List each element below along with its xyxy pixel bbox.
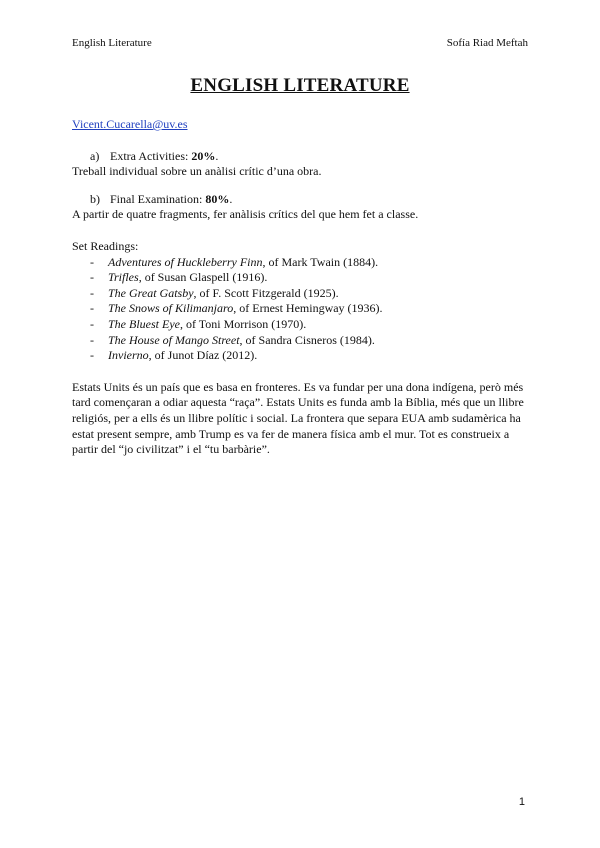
dash-bullet: - [90, 301, 94, 316]
book-title: The Great Gatsby [108, 285, 194, 300]
evaluation-item-a [72, 149, 528, 165]
evaluation-label: Extra Activities: [110, 148, 189, 163]
reading-item [72, 333, 528, 349]
dash-bullet: - [90, 332, 94, 347]
dash-bullet: - [90, 270, 94, 285]
list-marker: b) [90, 191, 100, 206]
evaluation-description: A partir de quatre fragments, fer anàlisis crítics del que hem fet a classe. [72, 207, 419, 222]
reading-item [72, 286, 528, 302]
evaluation-item-b [72, 192, 528, 208]
dash-bullet: - [90, 316, 94, 331]
book-author: , of Toni Morrison (1970). [179, 316, 307, 331]
punctuation: . [229, 191, 233, 206]
book-title: Invierno [108, 348, 149, 363]
reading-item [72, 270, 528, 286]
evaluation-percentage: 80% [205, 191, 230, 206]
evaluation-percentage: 20% [191, 148, 216, 163]
book-title: Adventures of Huckleberry Finn [108, 254, 263, 269]
body-paragraph: Estats Units és un país que es basa en fronteres. Es va fundar per una dona indígena, però més tard començaran a odiar aquesta “raça”. Estats Units es funda amb la Bíblia, més que un llibre religiós, per a ells és un llibre polític i social. La frontera que separa EUA amb sudamèrica ha estat present sempre, amb Trump es va fer de manera física amb el mur. Tot es construeix a partir del “jo civilitzat” i el “tu barbàrie”. [72, 379, 524, 457]
book-author: , of Susan Glaspell (1916). [138, 270, 268, 285]
reading-item [72, 255, 528, 271]
book-title: The Snows of Kilimanjaro [108, 301, 234, 316]
reading-item [72, 348, 528, 364]
dash-bullet: - [90, 254, 94, 269]
book-author: , of F. Scott Fitzgerald (1925). [193, 285, 339, 300]
evaluation-description: Treball individual sobre un anàlisi crític d’una obra. [72, 164, 322, 179]
running-header-left: English Literature [72, 37, 152, 49]
dash-bullet: - [90, 285, 94, 300]
spacer [72, 364, 528, 380]
spacer [72, 133, 528, 149]
reading-item [72, 301, 528, 317]
set-readings-heading: Set Readings: [72, 238, 139, 253]
book-title: Trifles [108, 270, 139, 285]
punctuation: . [215, 148, 219, 163]
email-link[interactable]: Vicent.Cucarella@uv.es [72, 117, 188, 131]
dash-bullet: - [90, 348, 94, 363]
book-title: The House of Mango Street [108, 332, 240, 347]
book-author: , of Junot Díaz (2012). [148, 348, 258, 363]
document-title: ENGLISH LITERATURE [190, 75, 410, 96]
running-header-right: Sofía Riad Meftah [446, 37, 528, 49]
list-marker: a) [90, 148, 100, 163]
document-body [72, 117, 528, 458]
page-number: 1 [518, 796, 525, 808]
spacer [72, 223, 528, 239]
book-author: , of Sandra Cisneros (1984). [239, 332, 375, 347]
set-readings-list [72, 255, 528, 364]
book-author: , of Mark Twain (1884). [262, 254, 379, 269]
book-author: , of Ernest Hemingway (1936). [233, 301, 383, 316]
spacer [72, 180, 528, 192]
book-title: The Bluest Eye [108, 316, 180, 331]
evaluation-label: Final Examination: [110, 191, 203, 206]
reading-item [72, 317, 528, 333]
